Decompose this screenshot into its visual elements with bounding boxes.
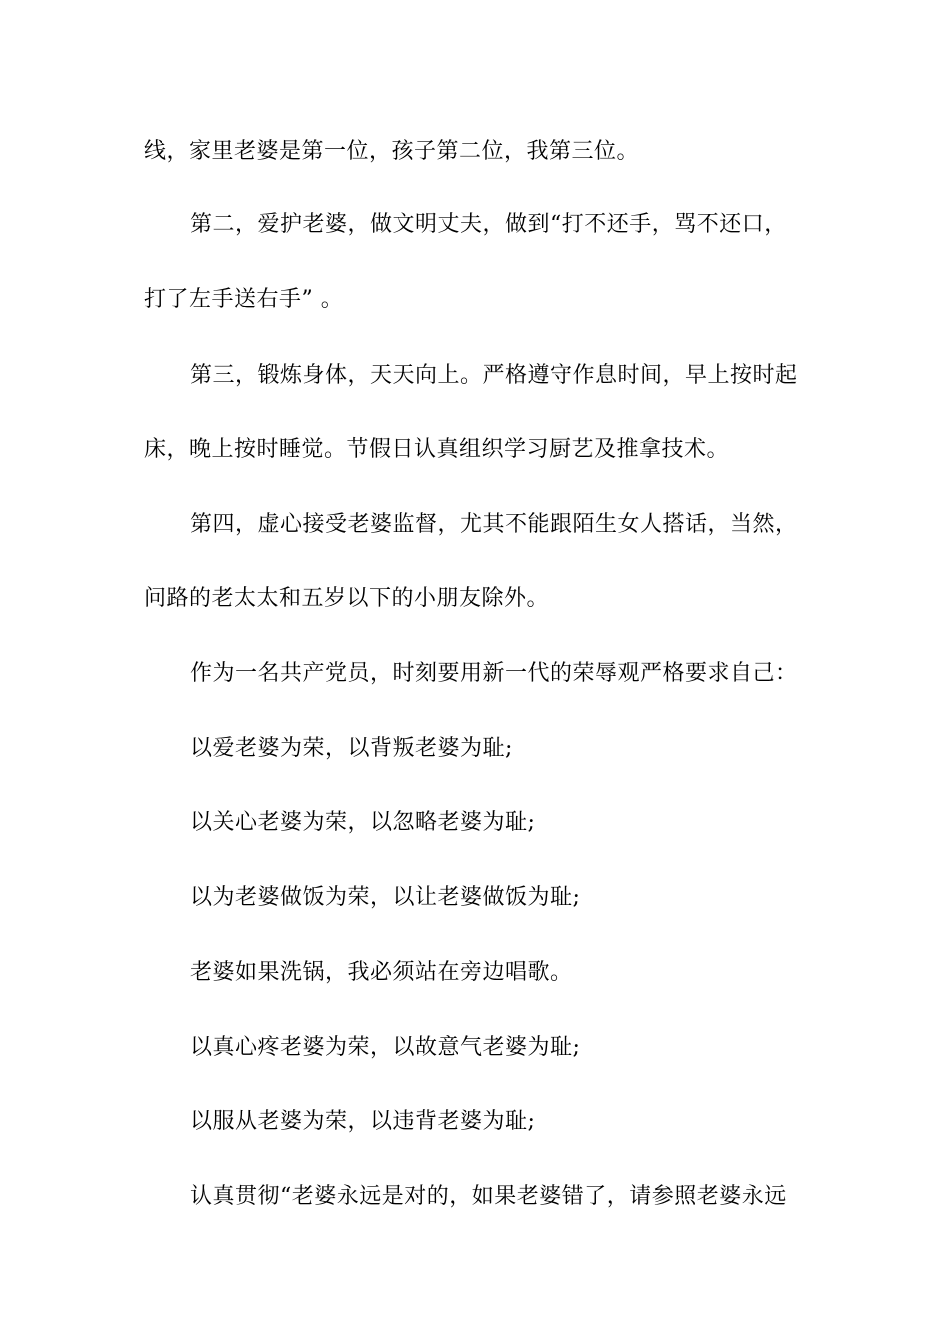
- text-line: 床，晚上按时睡觉。节假日认真组织学习厨艺及推拿技术。: [144, 437, 730, 462]
- text-line: 第二，爱护老婆，做文明丈夫，做到“打不还手，骂不还口，: [190, 212, 787, 237]
- text-line: 以为老婆做饭为荣，以让老婆做饭为耻;: [190, 885, 581, 910]
- text-line: 第三，锻炼身体，天天向上。严格遵守作息时间，早上按时起: [190, 363, 798, 388]
- text-line: 打了左手送右手” 。: [144, 287, 344, 312]
- text-line: 老婆如果洗锅，我必须站在旁边唱歌。: [190, 960, 573, 985]
- text-line: 认真贯彻“老婆永远是对的，如果老婆错了，请参照老婆永远: [190, 1184, 787, 1209]
- text-line: 以爱老婆为荣，以背叛老婆为耻;: [190, 736, 513, 761]
- text-line: 作为一名共产党员，时刻要用新一代的荣辱观严格要求自己：: [190, 661, 798, 686]
- text-line: 以真心疼老婆为荣，以故意气老婆为耻;: [190, 1035, 581, 1060]
- text-line: 问路的老太太和五岁以下的小朋友除外。: [144, 586, 550, 611]
- text-line: 线，家里老婆是第一位，孩子第二位，我第三位。: [144, 139, 640, 164]
- text-line: 以服从老婆为荣，以违背老婆为耻;: [190, 1109, 536, 1134]
- text-line: 以关心老婆为荣，以忽略老婆为耻;: [190, 810, 536, 835]
- text-line: 第四，虚心接受老婆监督，尤其不能跟陌生女人搭话，当然，: [190, 512, 798, 537]
